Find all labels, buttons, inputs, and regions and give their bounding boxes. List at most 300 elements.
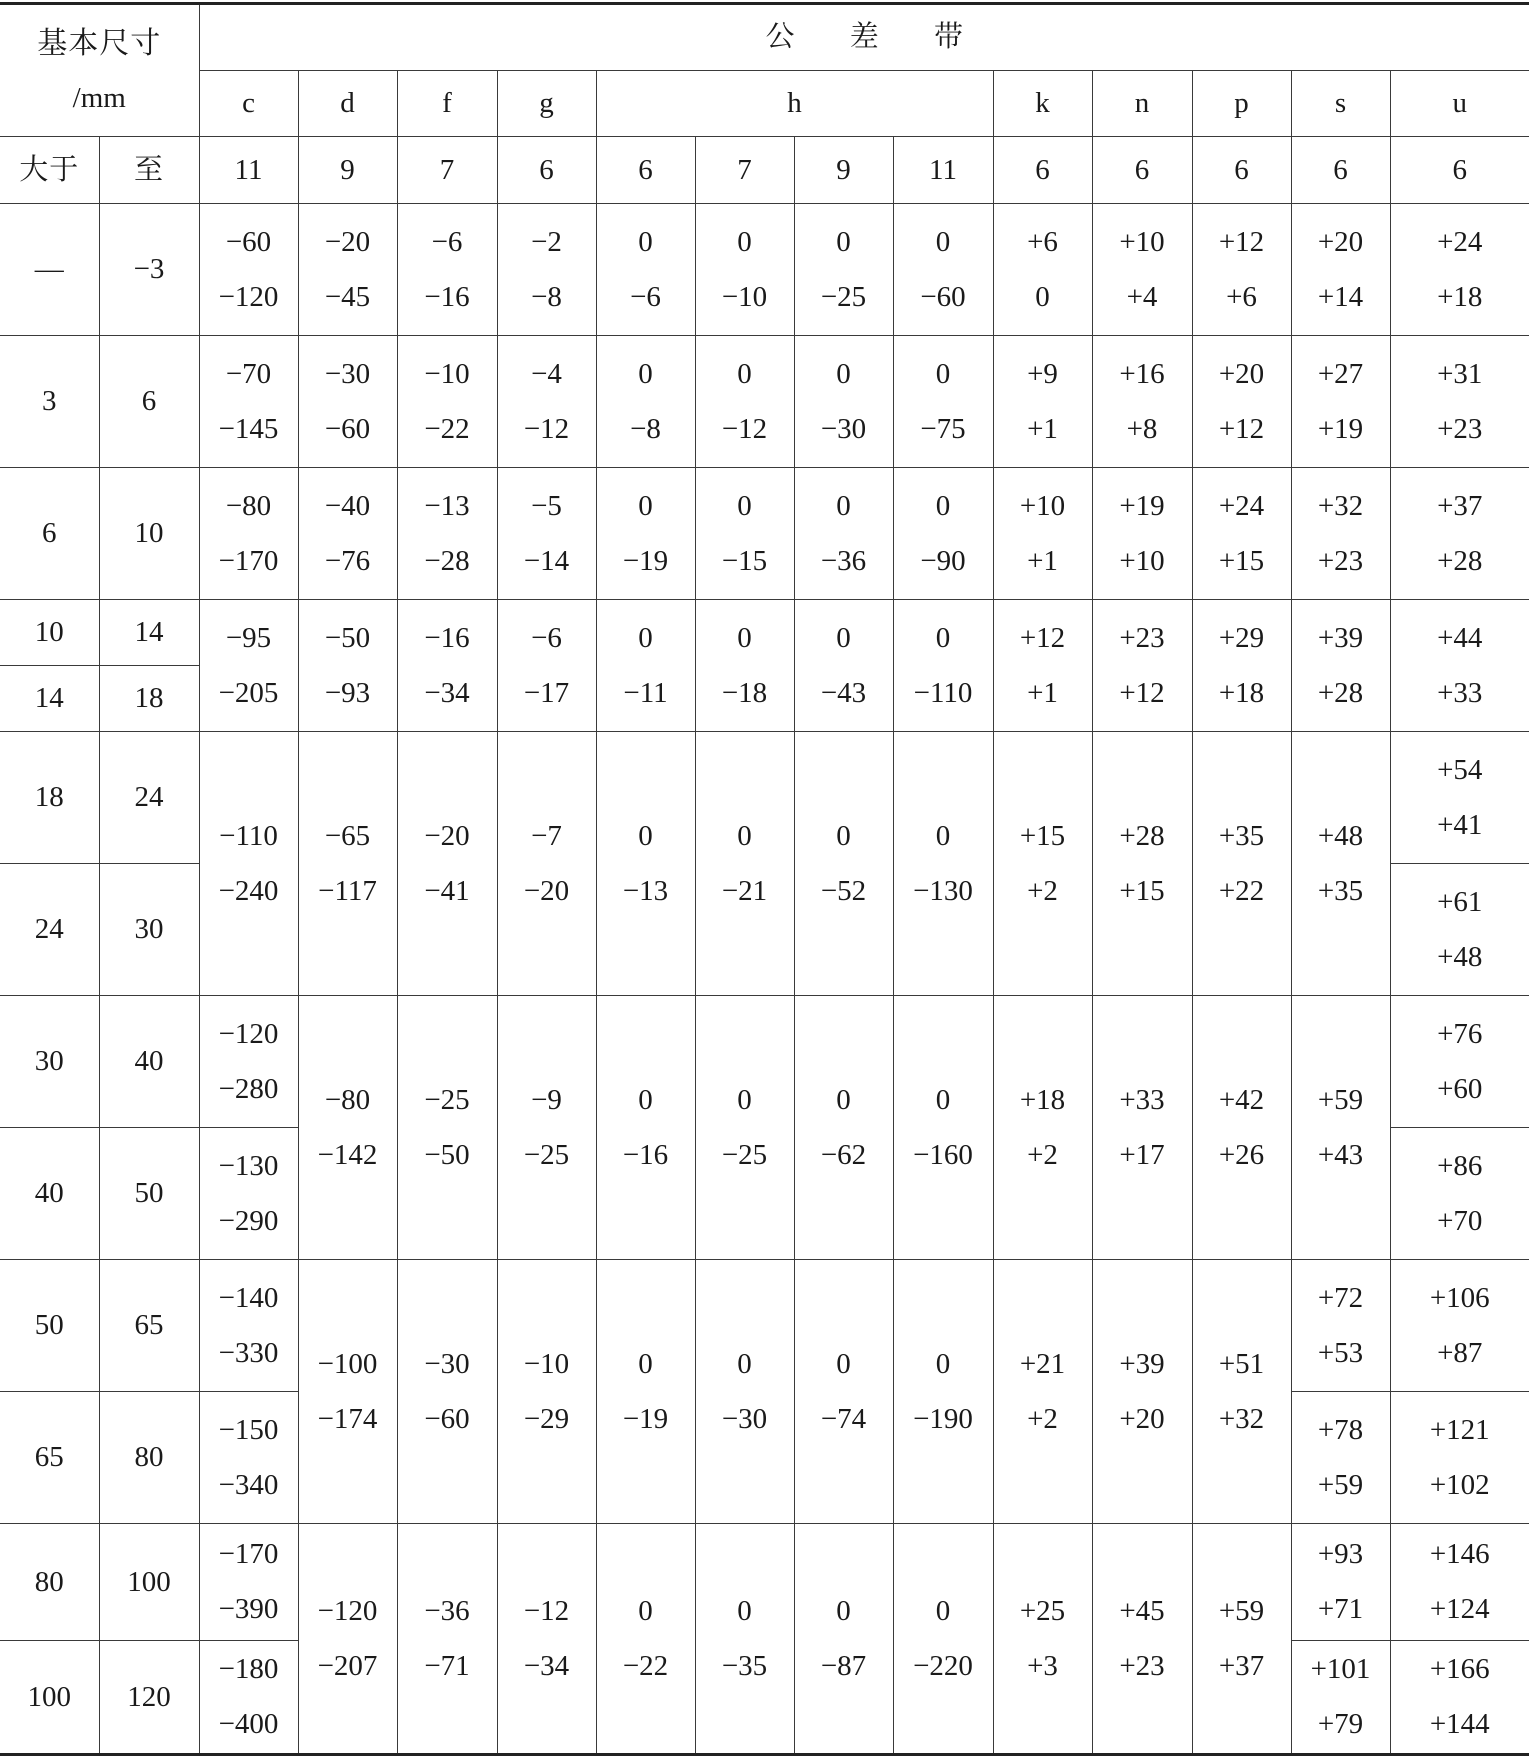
tolerance-value: +20 xyxy=(1193,347,1291,402)
tol-cell xyxy=(1192,336,1291,468)
tolerance-value: −11 xyxy=(597,666,695,721)
tol-cell xyxy=(1291,732,1390,996)
tolerance-value: −20 xyxy=(299,215,397,270)
tolerance-value: −22 xyxy=(398,402,497,457)
tolerance-value: −25 xyxy=(498,1128,596,1183)
tol-cell xyxy=(695,732,794,996)
tolerance-value: −390 xyxy=(200,1582,298,1637)
size-to: 6 xyxy=(99,336,199,468)
tolerance-value: +6 xyxy=(994,215,1092,270)
tolerance-value: −7 xyxy=(498,809,596,864)
tol-cell xyxy=(397,732,497,996)
tol-cell xyxy=(695,1260,794,1524)
tol-cell xyxy=(397,336,497,468)
tolerance-value: +70 xyxy=(1391,1194,1529,1249)
tolerance-value: −60 xyxy=(299,402,397,457)
tolerance-value: +20 xyxy=(1093,1392,1192,1447)
tolerance-value: 0 xyxy=(597,215,695,270)
tolerance-value: +28 xyxy=(1391,534,1529,589)
tol-cell xyxy=(893,468,993,600)
tolerance-value: −190 xyxy=(894,1392,993,1447)
tolerance-value: 0 xyxy=(597,611,695,666)
tol-cell xyxy=(794,336,893,468)
tolerance-value: −205 xyxy=(200,666,298,721)
tolerance-value: +101 xyxy=(1292,1642,1390,1697)
tolerance-value: +48 xyxy=(1292,809,1390,864)
tolerance-value: −70 xyxy=(200,347,298,402)
tolerance-value: +2 xyxy=(994,864,1092,919)
tolerance-value: −100 xyxy=(299,1337,397,1392)
size-from: 50 xyxy=(0,1260,99,1392)
tol-cell xyxy=(596,204,695,336)
tolerance-value: +16 xyxy=(1093,347,1192,402)
tolerance-value: −52 xyxy=(795,864,893,919)
tolerance-value: −60 xyxy=(200,215,298,270)
letter-header: d xyxy=(298,71,397,137)
tolerance-value: +44 xyxy=(1391,611,1529,666)
tol-cell xyxy=(397,1260,497,1524)
tolerance-value: −62 xyxy=(795,1128,893,1183)
tol-cell xyxy=(397,996,497,1260)
tolerance-value: −60 xyxy=(894,270,993,325)
tolerance-value: +26 xyxy=(1193,1128,1291,1183)
tolerance-value: −110 xyxy=(200,809,298,864)
tol-cell xyxy=(199,204,298,336)
tolerance-value: −17 xyxy=(498,666,596,721)
tolerance-value: −34 xyxy=(398,666,497,721)
tolerance-value: +23 xyxy=(1292,534,1390,589)
tolerance-value: +20 xyxy=(1292,215,1390,270)
tolerance-value: +28 xyxy=(1292,666,1390,721)
tolerance-value: +22 xyxy=(1193,864,1291,919)
tol-cell xyxy=(893,600,993,732)
tol-cell xyxy=(1390,1524,1529,1641)
tolerance-value: +10 xyxy=(1093,215,1192,270)
tolerance-value: −280 xyxy=(200,1062,298,1117)
tolerance-value: −2 xyxy=(498,215,596,270)
tol-cell xyxy=(1390,732,1529,864)
tol-cell xyxy=(1390,468,1529,600)
tolerance-value: 0 xyxy=(894,347,993,402)
tol-cell xyxy=(893,1260,993,1524)
tol-cell xyxy=(794,468,893,600)
grade-header: 11 xyxy=(199,137,298,204)
tolerance-value: −13 xyxy=(597,864,695,919)
tol-cell xyxy=(1390,336,1529,468)
tolerance-value: +86 xyxy=(1391,1139,1529,1194)
tolerance-value: −22 xyxy=(597,1639,695,1694)
tolerance-value: 0 xyxy=(597,1337,695,1392)
tolerance-value: +10 xyxy=(994,479,1092,534)
tolerance-value: −16 xyxy=(597,1128,695,1183)
tolerance-value: +146 xyxy=(1391,1527,1529,1582)
tolerance-value: −170 xyxy=(200,534,298,589)
tol-cell xyxy=(497,732,596,996)
tolerance-value: −43 xyxy=(795,666,893,721)
tol-cell xyxy=(298,468,397,600)
tolerance-value: −30 xyxy=(299,347,397,402)
tolerance-value: +60 xyxy=(1391,1062,1529,1117)
letter-header: p xyxy=(1192,71,1291,137)
tol-cell xyxy=(993,1260,1092,1524)
tol-cell xyxy=(1390,864,1529,996)
tolerance-value: +27 xyxy=(1292,347,1390,402)
tolerance-value: +35 xyxy=(1193,809,1291,864)
tolerance-value: −25 xyxy=(696,1128,794,1183)
tolerance-value: −170 xyxy=(200,1527,298,1582)
tol-cell xyxy=(497,468,596,600)
tol-cell xyxy=(199,1524,298,1641)
tolerance-value: −8 xyxy=(498,270,596,325)
grade-header: 11 xyxy=(893,137,993,204)
size-to: 10 xyxy=(99,468,199,600)
tolerance-value: −120 xyxy=(200,1007,298,1062)
tolerance-zone-header: 公 差 带 xyxy=(199,4,1529,71)
tolerance-value: −330 xyxy=(200,1326,298,1381)
tolerance-value: +24 xyxy=(1391,215,1529,270)
tolerance-value: +48 xyxy=(1391,930,1529,985)
grade-header: 6 xyxy=(596,137,695,204)
tol-cell xyxy=(1390,1260,1529,1392)
tolerance-value: −120 xyxy=(200,270,298,325)
tolerance-value: −13 xyxy=(398,479,497,534)
tolerance-value: −50 xyxy=(299,611,397,666)
tol-cell xyxy=(1291,1524,1390,1641)
tolerance-value: 0 xyxy=(894,479,993,534)
up-to-header: 至 xyxy=(99,137,199,204)
tol-cell xyxy=(1092,1260,1192,1524)
tolerance-value: −25 xyxy=(795,270,893,325)
tolerance-value: −19 xyxy=(597,1392,695,1447)
letter-header: h xyxy=(596,71,993,137)
tol-cell xyxy=(1092,732,1192,996)
size-to: −3 xyxy=(99,204,199,336)
tolerance-value: 0 xyxy=(894,215,993,270)
tolerance-value: −12 xyxy=(498,1584,596,1639)
tolerance-value: +39 xyxy=(1093,1337,1192,1392)
tol-cell xyxy=(497,204,596,336)
tolerance-value: −16 xyxy=(398,611,497,666)
tolerance-value: −6 xyxy=(597,270,695,325)
tol-cell xyxy=(893,732,993,996)
size-from: 24 xyxy=(0,864,99,996)
tol-cell xyxy=(1192,996,1291,1260)
tol-cell xyxy=(1390,1641,1529,1755)
tolerance-value: +166 xyxy=(1391,1642,1529,1697)
tol-cell xyxy=(1390,1392,1529,1524)
letter-header: g xyxy=(497,71,596,137)
header-row-title xyxy=(0,4,1529,71)
tolerance-value: +3 xyxy=(994,1639,1092,1694)
tolerance-value: +33 xyxy=(1093,1073,1192,1128)
size-from: 3 xyxy=(0,336,99,468)
unit-label: /mm xyxy=(0,71,199,126)
tol-cell xyxy=(199,1128,298,1260)
tolerance-value: +23 xyxy=(1093,611,1192,666)
tolerance-value: −20 xyxy=(498,864,596,919)
tolerance-value: +76 xyxy=(1391,1007,1529,1062)
tolerance-value: +35 xyxy=(1292,864,1390,919)
tolerance-value: +1 xyxy=(994,402,1092,457)
tolerance-value: +32 xyxy=(1292,479,1390,534)
tol-cell xyxy=(596,468,695,600)
tolerance-value: 0 xyxy=(795,1073,893,1128)
tolerance-value: −80 xyxy=(299,1073,397,1128)
tolerance-value: −20 xyxy=(398,809,497,864)
tolerance-value: −28 xyxy=(398,534,497,589)
grade-header: 6 xyxy=(497,137,596,204)
tol-cell xyxy=(497,336,596,468)
tol-cell xyxy=(695,204,794,336)
tolerance-value: +41 xyxy=(1391,798,1529,853)
tolerance-value: +1 xyxy=(994,666,1092,721)
tolerance-value: −90 xyxy=(894,534,993,589)
tolerance-value: 0 xyxy=(696,809,794,864)
tol-cell xyxy=(1390,204,1529,336)
tolerance-value: −35 xyxy=(696,1639,794,1694)
tolerance-value: 0 xyxy=(696,215,794,270)
tolerance-value: +59 xyxy=(1292,1073,1390,1128)
tolerance-value: 0 xyxy=(994,270,1092,325)
tolerance-value: −12 xyxy=(696,402,794,457)
tolerance-value: +12 xyxy=(994,611,1092,666)
grade-header: 9 xyxy=(298,137,397,204)
tolerance-value: +14 xyxy=(1292,270,1390,325)
tolerance-value: −174 xyxy=(299,1392,397,1447)
table-row xyxy=(0,468,1529,600)
tolerance-value: +23 xyxy=(1093,1639,1192,1694)
tolerance-value: −60 xyxy=(398,1392,497,1447)
tol-cell xyxy=(1291,1260,1390,1392)
tol-cell xyxy=(596,1260,695,1524)
tol-cell xyxy=(298,732,397,996)
tolerance-value: −120 xyxy=(299,1584,397,1639)
size-from: 18 xyxy=(0,732,99,864)
tolerance-value: +54 xyxy=(1391,743,1529,798)
tol-cell xyxy=(1192,1260,1291,1524)
tolerance-value: 0 xyxy=(597,809,695,864)
tol-cell xyxy=(993,600,1092,732)
size-to: 100 xyxy=(99,1524,199,1641)
tolerance-value: −6 xyxy=(398,215,497,270)
size-to: 80 xyxy=(99,1392,199,1524)
tolerance-value: 0 xyxy=(894,809,993,864)
tol-cell xyxy=(199,996,298,1128)
tol-cell xyxy=(893,1524,993,1755)
tolerance-value: +6 xyxy=(1193,270,1291,325)
tolerance-value: −110 xyxy=(894,666,993,721)
tolerance-value: −41 xyxy=(398,864,497,919)
tolerance-value: −50 xyxy=(398,1128,497,1183)
tolerance-value: +10 xyxy=(1093,534,1192,589)
grade-header: 6 xyxy=(1192,137,1291,204)
tol-cell xyxy=(1291,1641,1390,1755)
tolerance-value: 0 xyxy=(795,611,893,666)
tol-cell xyxy=(893,336,993,468)
tolerance-value: −207 xyxy=(299,1639,397,1694)
table-row xyxy=(0,600,1529,666)
tolerance-value: −10 xyxy=(498,1337,596,1392)
tolerance-value: +51 xyxy=(1193,1337,1291,1392)
size-from: — xyxy=(0,204,99,336)
tolerance-value: +39 xyxy=(1292,611,1390,666)
tolerance-value: −142 xyxy=(299,1128,397,1183)
tolerance-value: 0 xyxy=(894,1073,993,1128)
tolerance-value: −220 xyxy=(894,1639,993,1694)
tolerance-value: −5 xyxy=(498,479,596,534)
tol-cell xyxy=(794,1260,893,1524)
letter-header: k xyxy=(993,71,1092,137)
tolerance-value: −10 xyxy=(696,270,794,325)
tolerance-value: 0 xyxy=(795,1584,893,1639)
grade-header: 9 xyxy=(794,137,893,204)
tol-cell xyxy=(1291,336,1390,468)
tolerance-value: −25 xyxy=(398,1073,497,1128)
tolerance-value: 0 xyxy=(597,347,695,402)
tolerance-value: −65 xyxy=(299,809,397,864)
tol-cell xyxy=(993,204,1092,336)
tolerance-value: +79 xyxy=(1292,1697,1390,1752)
tol-cell xyxy=(199,468,298,600)
tolerance-value: +78 xyxy=(1292,1403,1390,1458)
tol-cell xyxy=(1192,468,1291,600)
tolerance-value: −130 xyxy=(200,1139,298,1194)
tolerance-value: −12 xyxy=(498,402,596,457)
tol-cell xyxy=(1192,600,1291,732)
tolerance-value: +8 xyxy=(1093,402,1192,457)
size-from: 30 xyxy=(0,996,99,1128)
tolerance-value: +59 xyxy=(1193,1584,1291,1639)
tolerance-value: +29 xyxy=(1193,611,1291,666)
grade-header: 6 xyxy=(1390,137,1529,204)
tol-cell xyxy=(199,732,298,996)
tolerance-value: +37 xyxy=(1391,479,1529,534)
grade-header: 6 xyxy=(1092,137,1192,204)
tolerance-value: −240 xyxy=(200,864,298,919)
tol-cell xyxy=(298,336,397,468)
size-to: 14 xyxy=(99,600,199,666)
tolerance-value: 0 xyxy=(795,479,893,534)
tolerance-value: +19 xyxy=(1093,479,1192,534)
tolerance-value: −34 xyxy=(498,1639,596,1694)
tol-cell xyxy=(794,600,893,732)
tolerance-value: −80 xyxy=(200,479,298,534)
tolerance-value: 0 xyxy=(696,347,794,402)
tolerance-value: −8 xyxy=(597,402,695,457)
tol-cell xyxy=(893,996,993,1260)
tol-cell xyxy=(397,468,497,600)
tolerance-value: 0 xyxy=(696,1337,794,1392)
tolerance-table xyxy=(0,2,1529,1756)
tol-cell xyxy=(695,600,794,732)
tolerance-value: −75 xyxy=(894,402,993,457)
size-to: 30 xyxy=(99,864,199,996)
tol-cell xyxy=(794,996,893,1260)
grade-header: 6 xyxy=(993,137,1092,204)
tol-cell xyxy=(695,996,794,1260)
tolerance-value: −145 xyxy=(200,402,298,457)
header-row-letters xyxy=(0,71,1529,137)
size-from: 10 xyxy=(0,600,99,666)
tol-cell xyxy=(1092,336,1192,468)
size-to: 18 xyxy=(99,666,199,732)
tolerance-value: 0 xyxy=(894,611,993,666)
size-to: 40 xyxy=(99,996,199,1128)
tolerance-value: +12 xyxy=(1193,402,1291,457)
tolerance-value: +71 xyxy=(1292,1582,1390,1637)
size-from: 6 xyxy=(0,468,99,600)
tol-cell xyxy=(497,1260,596,1524)
tolerance-value: −93 xyxy=(299,666,397,721)
tol-cell xyxy=(993,996,1092,1260)
tol-cell xyxy=(298,600,397,732)
table-row xyxy=(0,732,1529,864)
tolerance-value: +144 xyxy=(1391,1697,1529,1752)
tol-cell xyxy=(199,600,298,732)
table-row xyxy=(0,1524,1529,1641)
tolerance-value: +102 xyxy=(1391,1458,1529,1513)
tolerance-value: −180 xyxy=(200,1642,298,1697)
tolerance-value: +18 xyxy=(994,1073,1092,1128)
tolerance-value: 0 xyxy=(696,1584,794,1639)
tolerance-value: −76 xyxy=(299,534,397,589)
table-row xyxy=(0,204,1529,336)
tol-cell xyxy=(397,1524,497,1755)
size-from: 14 xyxy=(0,666,99,732)
tolerance-value: −160 xyxy=(894,1128,993,1183)
tolerance-value: −40 xyxy=(299,479,397,534)
tolerance-value: +124 xyxy=(1391,1582,1529,1637)
tolerance-value: −10 xyxy=(398,347,497,402)
tol-cell xyxy=(695,468,794,600)
tolerance-value: +12 xyxy=(1193,215,1291,270)
tolerance-value: +87 xyxy=(1391,1326,1529,1381)
tolerance-value: +121 xyxy=(1391,1403,1529,1458)
grade-header: 7 xyxy=(397,137,497,204)
tol-cell xyxy=(794,732,893,996)
tol-cell xyxy=(993,336,1092,468)
tolerance-value: 0 xyxy=(795,809,893,864)
tol-cell xyxy=(199,1260,298,1392)
tolerance-value: +28 xyxy=(1093,809,1192,864)
size-from: 40 xyxy=(0,1128,99,1260)
tolerance-value: +61 xyxy=(1391,875,1529,930)
tolerance-value: +19 xyxy=(1292,402,1390,457)
tolerance-value: +15 xyxy=(994,809,1092,864)
tolerance-value: 0 xyxy=(696,1073,794,1128)
tol-cell xyxy=(596,732,695,996)
tolerance-value: −36 xyxy=(398,1584,497,1639)
tolerance-value: −6 xyxy=(498,611,596,666)
tolerance-value: −45 xyxy=(299,270,397,325)
tol-cell xyxy=(1390,996,1529,1128)
tolerance-value: −18 xyxy=(696,666,794,721)
tolerance-value: +32 xyxy=(1193,1392,1291,1447)
tolerance-value: +15 xyxy=(1193,534,1291,589)
tolerance-value: +59 xyxy=(1292,1458,1390,1513)
tol-cell xyxy=(199,1641,298,1755)
tolerance-value: +1 xyxy=(994,534,1092,589)
tolerance-value: −290 xyxy=(200,1194,298,1249)
tolerance-value: 0 xyxy=(894,1584,993,1639)
tolerance-value: 0 xyxy=(696,479,794,534)
basic-size-label: 基本尺寸 xyxy=(0,16,199,71)
tolerance-value: +33 xyxy=(1391,666,1529,721)
tol-cell xyxy=(1192,204,1291,336)
tolerance-value: 0 xyxy=(894,1337,993,1392)
tolerance-value: −16 xyxy=(398,270,497,325)
size-from: 65 xyxy=(0,1392,99,1524)
